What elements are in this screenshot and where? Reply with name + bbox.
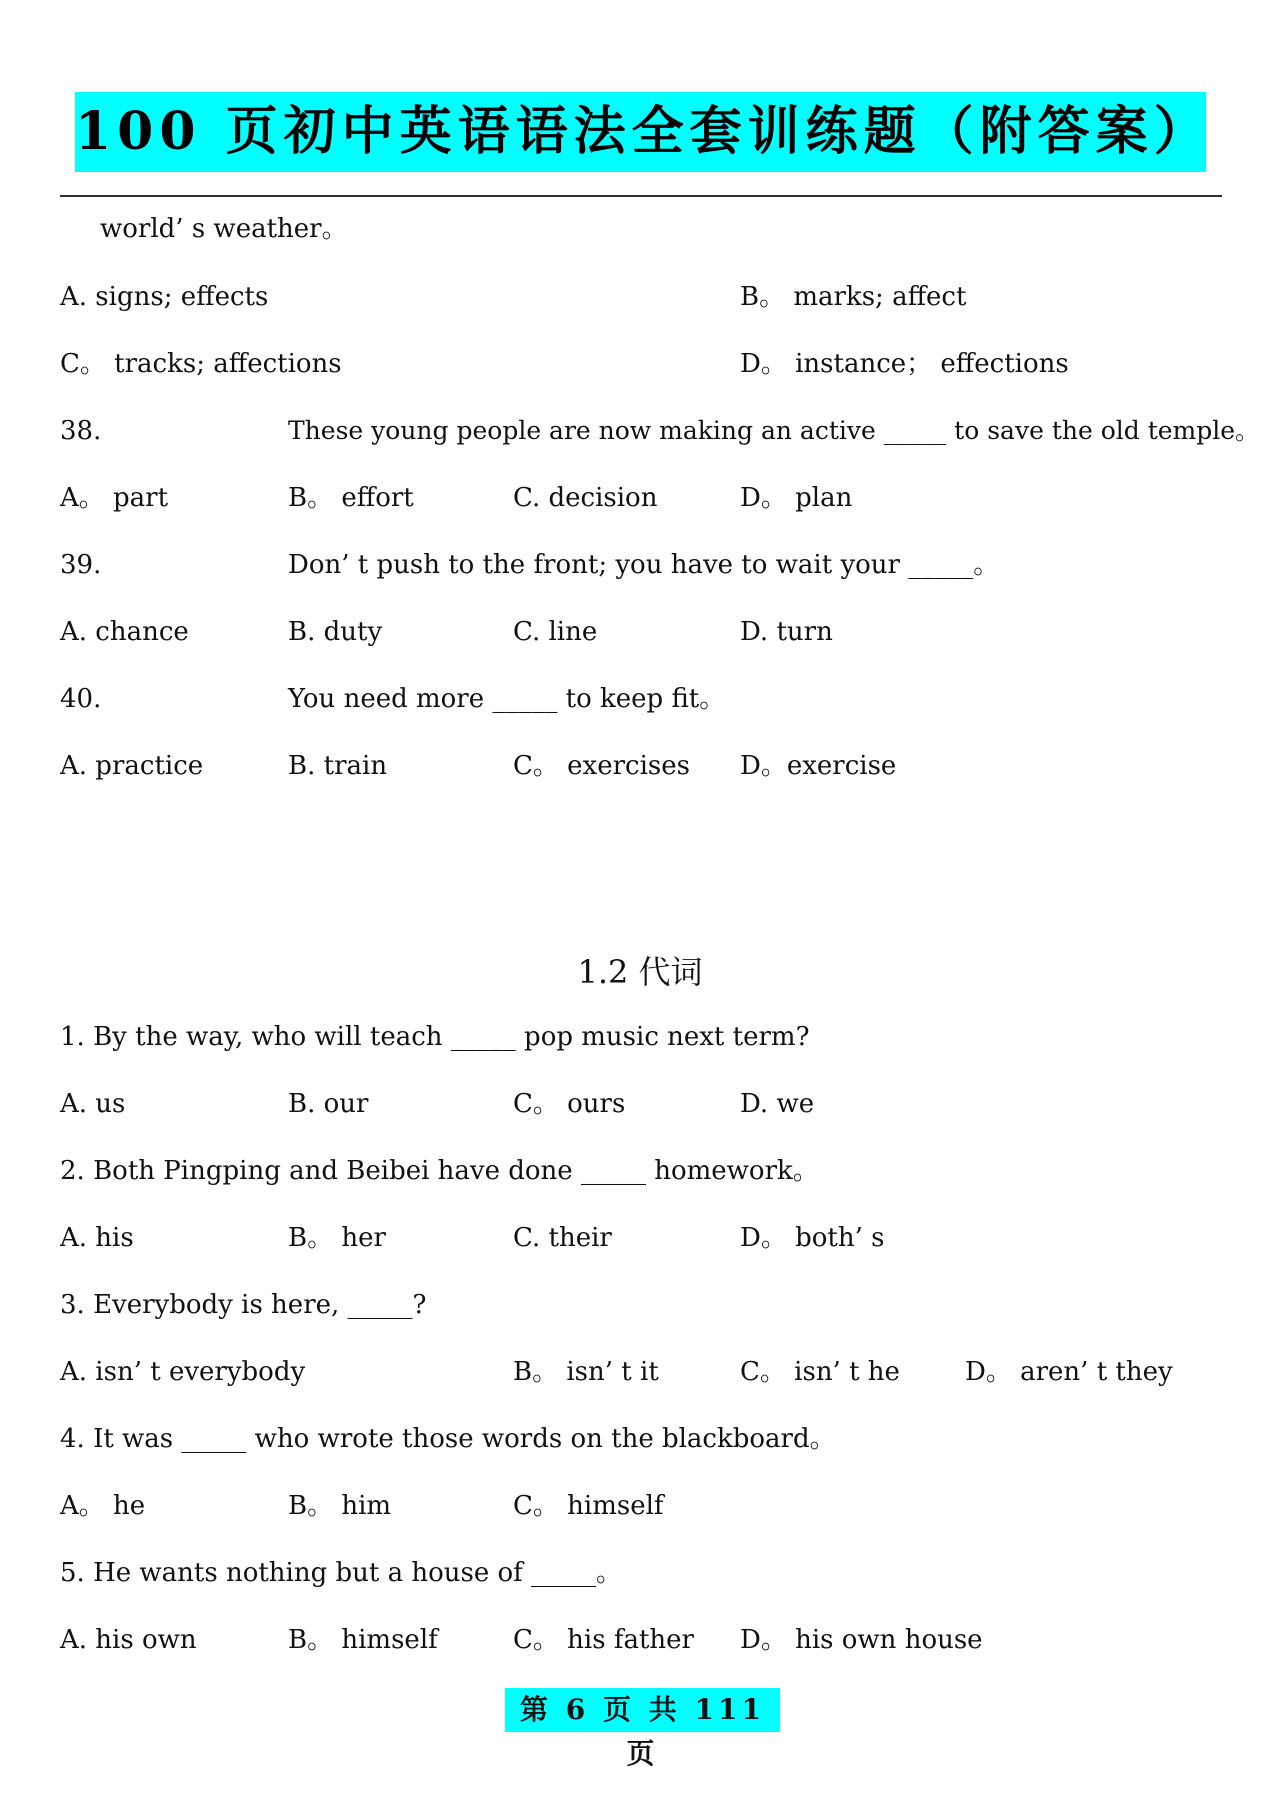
q38-option-a: A。 part: [60, 483, 169, 513]
pronoun-q4-option-a: A。 he: [60, 1491, 146, 1521]
pronoun-q3-option-b: B。 isn’ t it: [513, 1357, 659, 1387]
pronoun-q5-option-b: B。 himself: [288, 1625, 438, 1655]
pronoun-q2-option-c: C. their: [513, 1223, 612, 1253]
pronoun-q2-option-b: B。 her: [288, 1223, 386, 1253]
pronoun-q5-text: 5. He wants nothing but a house of _____。: [60, 1558, 623, 1588]
pronoun-q2-option-a: A. his: [60, 1223, 134, 1253]
q38-option-c: C. decision: [513, 483, 658, 513]
pronoun-q1-text: 1. By the way, who will teach _____ pop music next term?: [60, 1022, 810, 1052]
q40-option-b: B. train: [288, 751, 388, 781]
pronoun-q3-text: 3. Everybody is here, _____?: [60, 1290, 427, 1320]
pronoun-q2-option-d: D。 both’ s: [740, 1223, 885, 1253]
pronoun-q4-option-c: C。 himself: [513, 1491, 664, 1521]
pronoun-q3-option-c: C。 isn’ t he: [740, 1357, 900, 1387]
q38-number: 38.: [60, 416, 102, 446]
q37-option-d: D。 instance； effections: [740, 349, 1069, 379]
q37-option-b: B。 marks; affect: [740, 282, 967, 312]
q40-number: 40.: [60, 684, 102, 714]
q40-option-d: D。exercise: [740, 751, 897, 781]
pronoun-q1-option-c: C。 ours: [513, 1089, 626, 1119]
document-title: 100 页初中英语语法全套训练题（附答案）: [75, 101, 1212, 162]
q38-option-b: B。 effort: [288, 483, 414, 513]
header-divider: [60, 195, 1222, 197]
page-number: 第 6 页 共 111 页: [505, 1688, 780, 1732]
pronoun-q2-text: 2. Both Pingping and Beibei have done _____ homework。: [60, 1156, 819, 1186]
q39-option-a: A. chance: [60, 617, 189, 647]
q39-option-c: C. line: [513, 617, 598, 647]
q37-option-c: C。 tracks; affections: [60, 349, 342, 379]
pronoun-q3-option-d: D。 aren’ t they: [965, 1357, 1173, 1387]
title-banner: [75, 92, 1212, 172]
q38-option-d: D。 plan: [740, 483, 853, 513]
section-title: 1.2 代词: [577, 953, 703, 991]
q38-text: These young people are now making an active _____ to save the old temple。: [288, 416, 1261, 445]
pronoun-q3-option-a: A. isn’ t everybody: [60, 1357, 306, 1387]
pronoun-q5-option-a: A. his own: [60, 1625, 197, 1655]
q40-option-c: C。 exercises: [513, 751, 690, 781]
pronoun-q4-option-b: B。 him: [288, 1491, 392, 1521]
pronoun-q5-option-c: C。 his father: [513, 1625, 694, 1655]
pronoun-q1-option-b: B. our: [288, 1089, 369, 1119]
q40-option-a: A. practice: [60, 751, 204, 781]
q37-continuation: world’ s weather。: [100, 214, 348, 244]
pronoun-q1-option-a: A. us: [60, 1089, 126, 1119]
pronoun-q4-text: 4. It was _____ who wrote those words on the blackboard。: [60, 1424, 836, 1454]
q39-text: Don’ t push to the front; you have to wait your _____。: [288, 550, 1000, 580]
q37-option-a: A. signs; effects: [60, 282, 269, 312]
q39-number: 39.: [60, 550, 102, 580]
q39-option-d: D. turn: [740, 617, 833, 647]
pronoun-q5-option-d: D。 his own house: [740, 1625, 983, 1655]
q40-text: You need more _____ to keep fit。: [288, 684, 726, 714]
pronoun-q1-option-d: D. we: [740, 1089, 815, 1119]
q39-option-b: B. duty: [288, 617, 383, 647]
